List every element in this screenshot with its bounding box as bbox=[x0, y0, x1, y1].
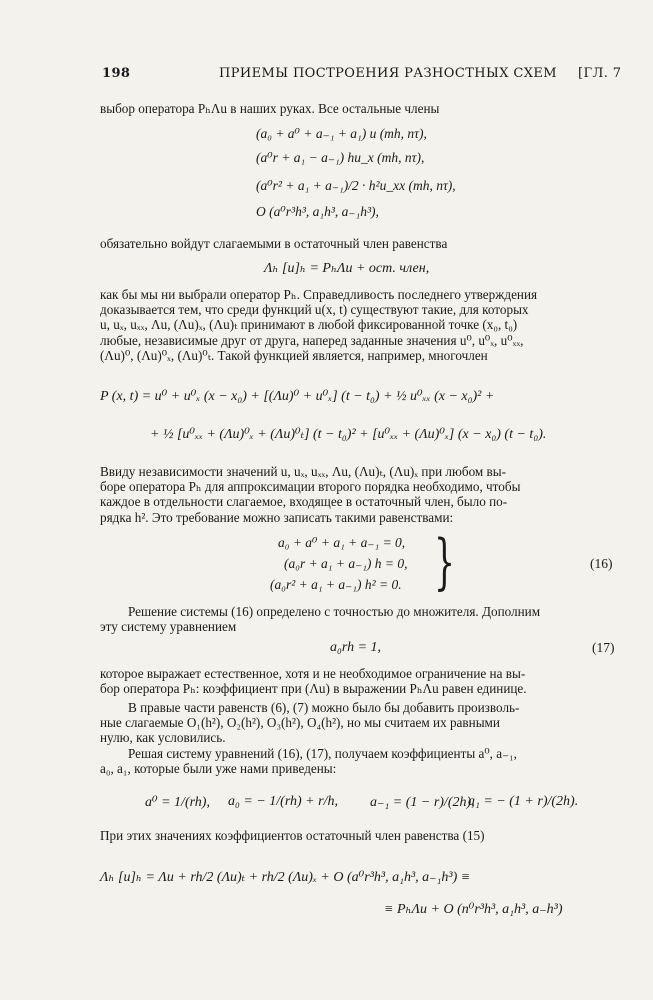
final-equation-line-1: Λₕ [u]ₕ = Λu + rh/2 (Λu)ₜ + rh/2 (Λu)ₓ + O (a⁰r³h³, a₁h³, a₋₁h³) ≡ bbox=[100, 870, 471, 885]
running-title: ПРИЕМЫ ПОСТРОЕНИЯ РАЗНОСТНЫХ СХЕМ bbox=[219, 66, 557, 81]
paragraph-3 bbox=[100, 604, 612, 634]
paragraph-3-line: Решение системы (16) определено с точностью до множителя. Дополним bbox=[128, 604, 541, 619]
paragraph-5-line: ные слагаемые O₁(h²), O₂(h²), O₃(h²), O₄(h²), но мы считаем их равными bbox=[100, 715, 500, 731]
coef-a1: a₁ = − (1 + r)/(2h). bbox=[468, 794, 579, 809]
paragraph-2-line: каждое в отдельности слагаемое, входящее в остаточный член, было по- bbox=[100, 494, 508, 510]
paragraph-2-line: боре оператора Pₕ для аппроксимации второго порядка необходимо, чтобы bbox=[100, 479, 521, 495]
paragraph-6 bbox=[100, 746, 612, 776]
term-2: (a⁰r + a₁ − a₋₁) hu_x (mh, nτ), bbox=[256, 150, 425, 165]
paragraph-1-line: как бы мы ни выбрали оператор Pₕ. Справедливость последнего утверждения bbox=[100, 287, 538, 302]
paragraph-3-line: эту систему уравнением bbox=[100, 619, 237, 635]
coef-a0-sup: a⁰ = 1/(rh), bbox=[145, 795, 210, 810]
paragraph-1-line: любые, независимые друг от друга, наперед заданные значения u⁰, u⁰ₓ, u⁰ₓₓ, bbox=[100, 332, 524, 348]
paragraph-2 bbox=[100, 464, 612, 525]
paragraph-5 bbox=[100, 700, 612, 746]
equation-number-16: (16) bbox=[590, 556, 613, 571]
paragraph-1-line: (Λu)⁰, (Λu)⁰ₓ, (Λu)⁰ₜ. Такой функцией является, например, многочлен bbox=[100, 347, 488, 363]
paragraph-1-line: доказывается тем, что среди функций u(x, t) существуют такие, для которых bbox=[100, 302, 529, 318]
right-brace: } bbox=[434, 527, 456, 597]
term-1: (a₀ + a⁰ + a₋₁ + a₁) u (mh, nτ), bbox=[256, 126, 427, 141]
paragraph-7: При этих значениях коэффициентов остаточный член равенства (15) bbox=[100, 828, 485, 843]
final-equation-line-2: ≡ PₕΛu + O (n⁰r³h³, a₁h³, a₋h³) bbox=[384, 902, 563, 917]
term-4: O (a⁰r³h³, a₁h³, a₋₁h³), bbox=[256, 204, 379, 219]
intro-line: выбор оператора PₕΛu в наших руках. Все остальные члены bbox=[100, 101, 440, 116]
paragraph-2-line: Ввиду независимости значений u, uₓ, uₓₓ, Λu, (Λu)ₜ, (Λu)ₓ при любом вы- bbox=[100, 464, 507, 479]
paragraph-4-line: которое выражает естественное, хотя и не необходимое ограничение на вы- bbox=[100, 666, 526, 681]
equation-17: a₀rh = 1, bbox=[330, 640, 382, 655]
system-16-eq-2: (a₀r + a₁ + a₋₁) h = 0, bbox=[284, 556, 408, 571]
paragraph-1-line: u, uₓ, uₓₓ, Λu, (Λu)ₓ, (Λu)ₜ принимают в любой фиксированной точке (x₀, t₀) bbox=[100, 317, 518, 333]
system-16-eq-3: (a₀r² + a₁ + a₋₁) h² = 0. bbox=[270, 577, 402, 592]
coef-a0-sub: a₀ = − 1/(rh) + r/h, bbox=[228, 794, 338, 809]
after-terms-line: обязательно войдут слагаемыми в остаточный член равенства bbox=[100, 236, 448, 251]
paragraph-1 bbox=[100, 287, 612, 363]
paragraph-5-line: В правые части равенств (6), (7) можно было бы добавить произволь- bbox=[128, 700, 520, 715]
polynomial-line-1: P (x, t) = u⁰ + u⁰ₓ (x − x₀) + [(Λu)⁰ + u⁰ₓ] (t − t₀) + ½ u⁰ₓₓ (x − x₀)² + bbox=[100, 389, 495, 404]
paragraph-4 bbox=[100, 666, 612, 696]
polynomial-line-2: + ½ [u⁰ₓₓ + (Λu)⁰ₓ + (Λu)⁰ₜ] (t − t₀)² + [u⁰ₓₓ + (Λu)⁰ₓ] (x − x₀) (t − t₀). bbox=[150, 427, 547, 442]
equation-number-17: (17) bbox=[592, 640, 615, 655]
term-3: (a⁰r² + a₁ + a₋₁)/2 · h²u_xx (mh, nτ), bbox=[256, 178, 456, 193]
paragraph-2-line: рядка h². Это требование можно записать такими равенствами: bbox=[100, 509, 454, 525]
system-16-eq-1: a₀ + a⁰ + a₁ + a₋₁ = 0, bbox=[278, 535, 406, 550]
chapter-marker: [ГЛ. 7 bbox=[578, 66, 622, 81]
equation-remainder: Λₕ [u]ₕ = PₕΛu + ост. член, bbox=[264, 261, 430, 276]
paragraph-6-line: a₀, a₁, которые были уже нами приведены: bbox=[100, 761, 337, 777]
paragraph-4-line: бор оператора Pₕ: коэффициент при (Λu) в выражении PₕΛu равен единице. bbox=[100, 681, 527, 697]
page-number: 198 bbox=[102, 66, 131, 81]
coef-a-minus-1: a₋₁ = (1 − r)/(2h), bbox=[370, 795, 475, 810]
paragraph-5-line: нулю, как условились. bbox=[100, 730, 226, 746]
paragraph-6-line: Решая систему уравнений (16), (17), получаем коэффициенты a⁰, a₋₁, bbox=[128, 746, 517, 761]
